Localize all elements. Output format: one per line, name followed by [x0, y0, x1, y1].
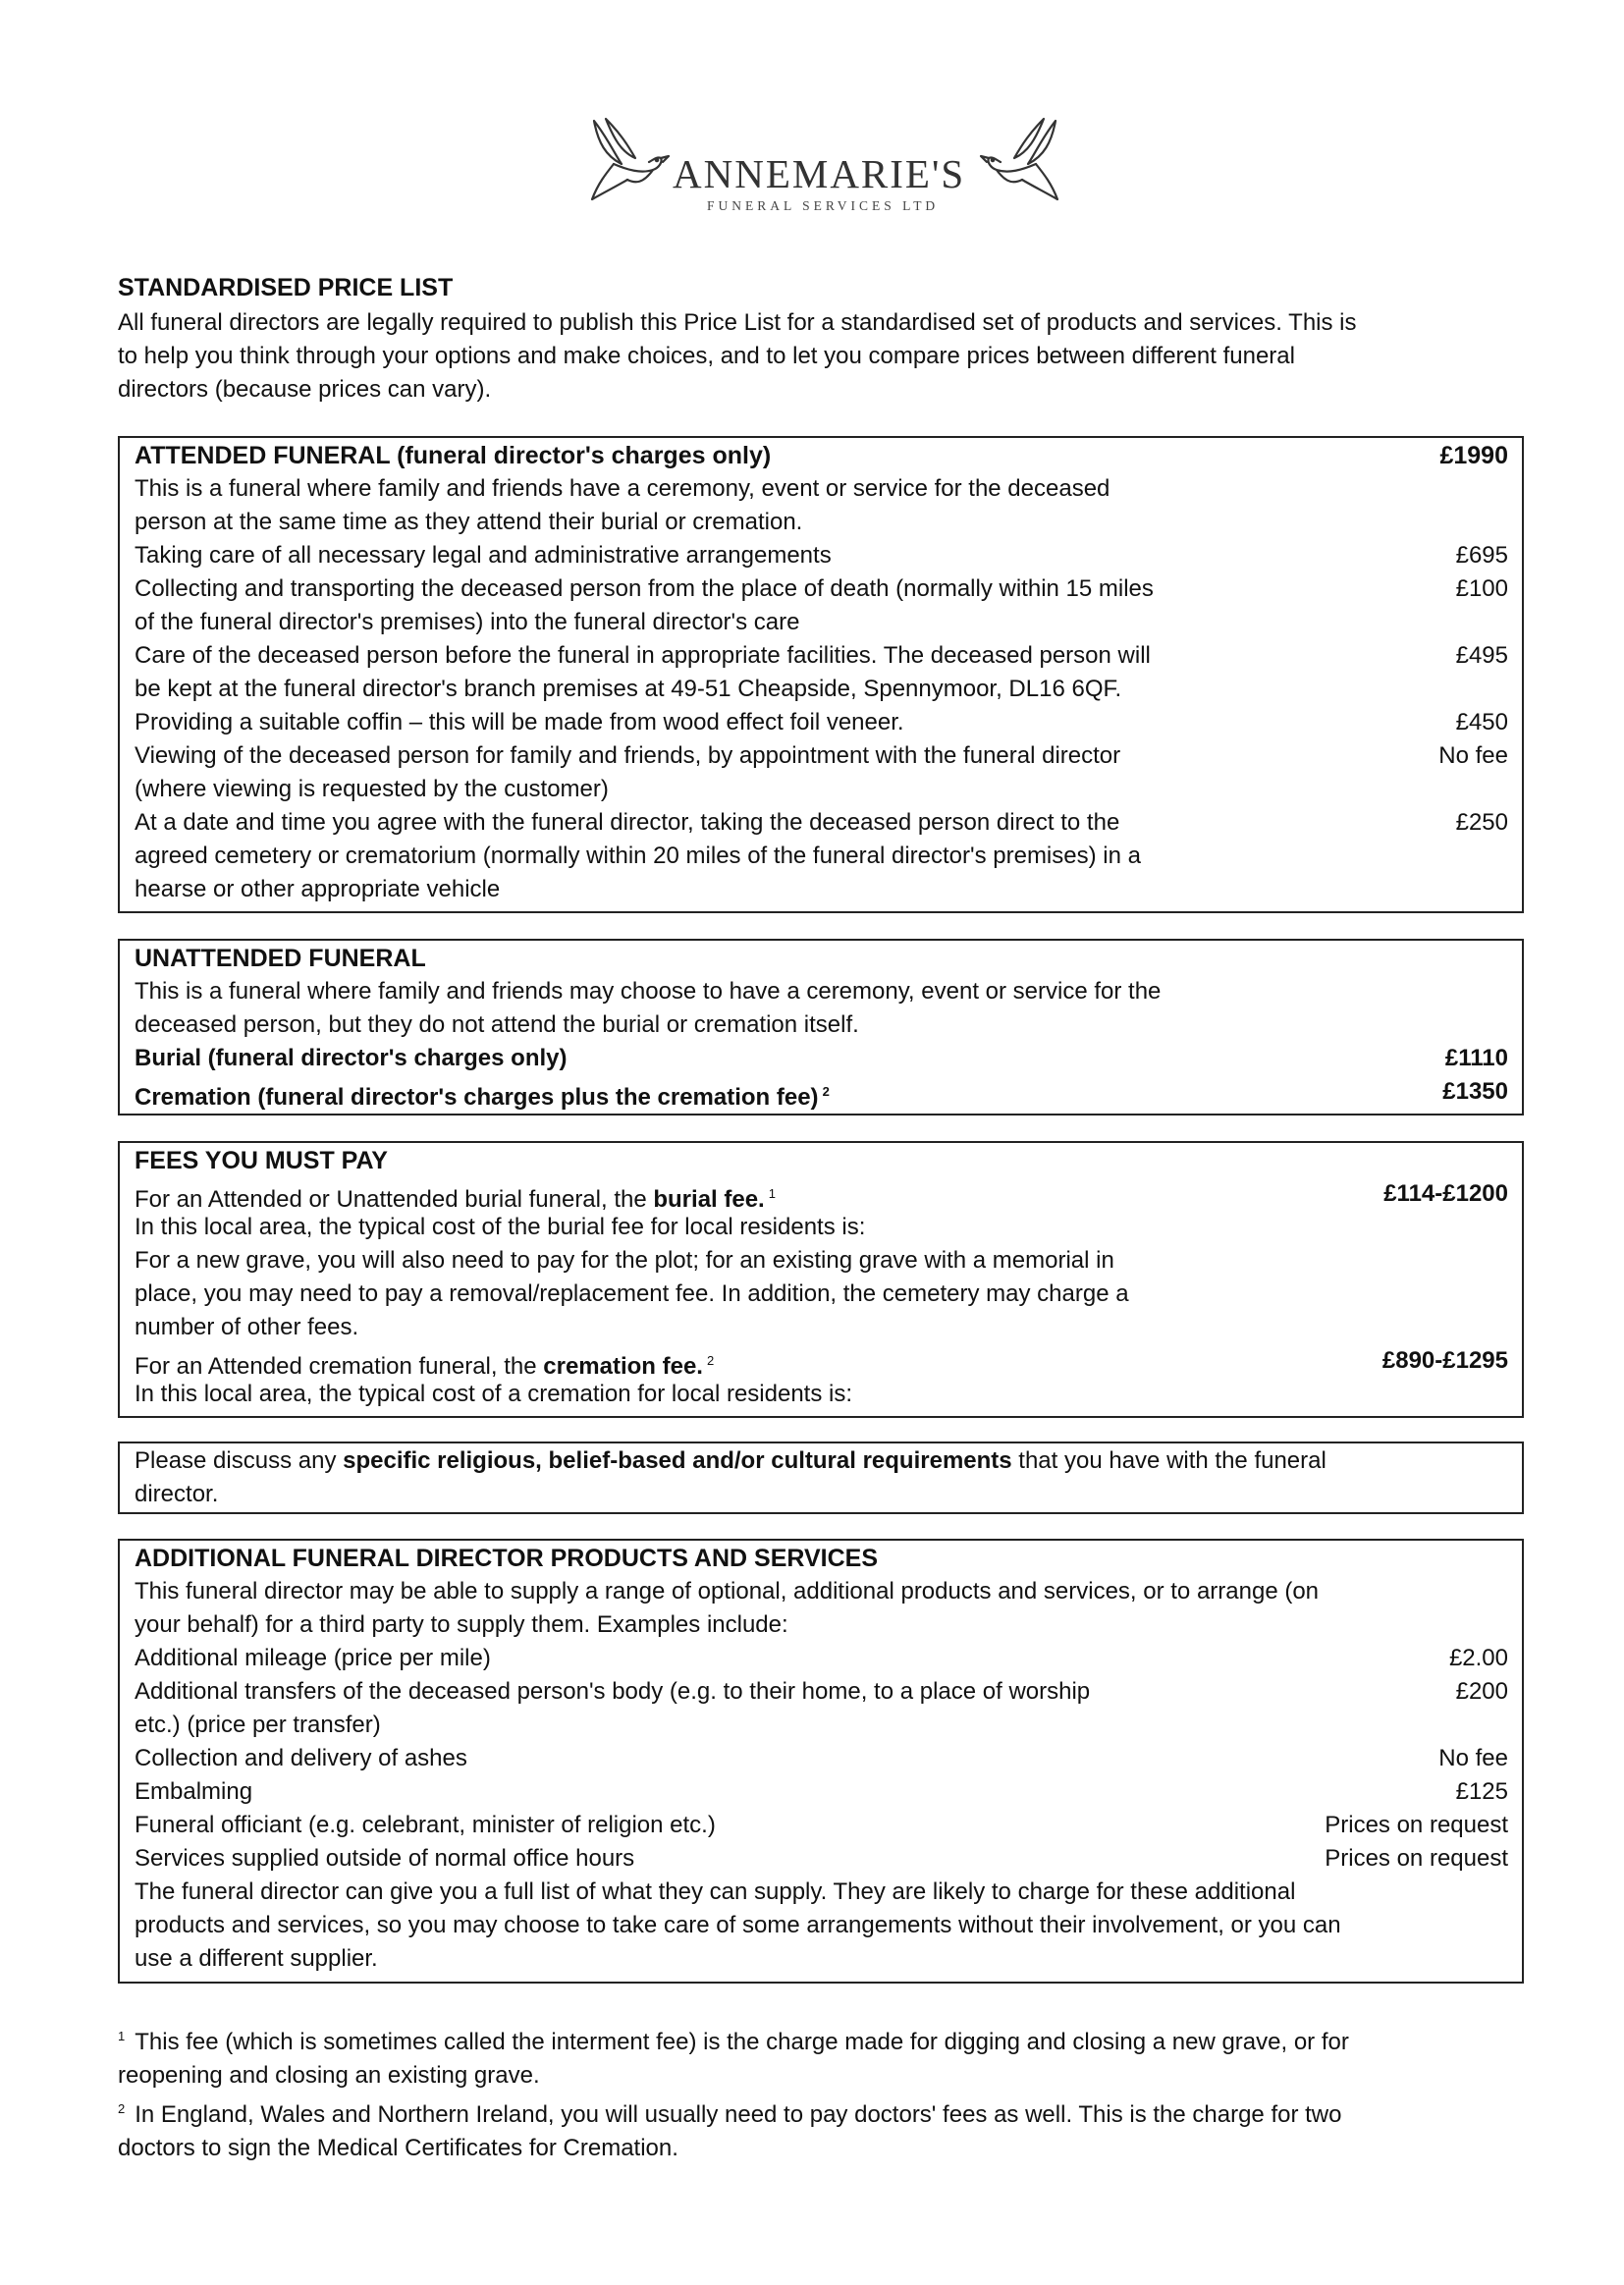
fees-text: number of other fees. [135, 1314, 359, 1340]
burial-label: Burial (funeral director's charges only) [135, 1045, 568, 1071]
price-item-label: Services supplied outside of normal office hours [135, 1845, 635, 1872]
burial-fee-term: burial fee. [653, 1186, 765, 1213]
price-item-value: Prices on request [1325, 1845, 1508, 1872]
burial-fee-price: £114-£1200 [1383, 1180, 1508, 1207]
footnote-marker: 2 [706, 1353, 715, 1368]
price-item-label: Additional mileage (price per mile) [135, 1645, 491, 1671]
note-emphasis: specific religious, belief-based and/or cultural requirements [343, 1447, 1012, 1474]
logo-subtitle: FUNERAL SERVICES LTD [707, 198, 940, 213]
cremation-fee-text: For an Attended cremation funeral, the [135, 1353, 544, 1380]
footnote-marker: 1 [118, 2029, 126, 2043]
burial-price: £1110 [1444, 1045, 1508, 1071]
page-title: STANDARDISED PRICE LIST [118, 274, 454, 301]
price-item-label: of the funeral director's premises) into the funeral director's care [135, 609, 800, 635]
footnote-text: In England, Wales and Northern Ireland, you will usually need to pay doctors' fees as well. This is the charge for two [135, 2101, 1342, 2128]
price-item-label: Care of the deceased person before the funeral in appropriate facilities. The deceased person will [135, 642, 1151, 669]
dove-icon [584, 113, 673, 221]
price-item-value: Prices on request [1325, 1812, 1508, 1838]
section-total-price: £1990 [1439, 442, 1508, 469]
price-item-value: No fee [1438, 742, 1508, 769]
intro-line: to help you think through your options and make choices, and to let you compare prices between different funeral [118, 343, 1295, 369]
fees-text: In this local area, the typical cost of the burial fee for local residents is: [135, 1214, 866, 1240]
price-item-value: £450 [1455, 709, 1508, 735]
price-item-value: £200 [1455, 1678, 1508, 1705]
closing-text: products and services, so you may choose to take care of some arrangements without their involvement, or you can [135, 1912, 1341, 1938]
price-item-label: (where viewing is requested by the customer) [135, 776, 609, 802]
cremation-fee-term: cremation fee. [543, 1353, 703, 1380]
price-item-value: £695 [1455, 542, 1508, 569]
price-item-label: Viewing of the deceased person for family and friends, by appointment with the funeral director [135, 742, 1121, 769]
burial-fee-text: For an Attended or Unattended burial funeral, the [135, 1186, 654, 1213]
dove-icon [977, 113, 1065, 221]
price-item-value: £100 [1455, 575, 1508, 602]
footnote-marker: 2 [118, 2101, 126, 2116]
price-item-label: Providing a suitable coffin – this will be made from wood effect foil veneer. [135, 709, 904, 735]
intro-line: All funeral directors are legally required to publish this Price List for a standardised set of products and services. This is [118, 309, 1357, 336]
price-item-label: At a date and time you agree with the funeral director, taking the deceased person direct to the [135, 809, 1120, 836]
fees-text: place, you may need to pay a removal/replacement fee. In addition, the cemetery may charge a [135, 1280, 1129, 1307]
footnote-marker: 1 [768, 1186, 776, 1201]
company-logo [584, 113, 1065, 221]
additional-services-section [118, 1539, 1524, 1984]
footnote-text: reopening and closing an existing grave. [118, 2062, 540, 2089]
section-heading: UNATTENDED FUNERAL [135, 945, 426, 972]
attended-funeral-section [118, 436, 1524, 913]
price-item-label: hearse or other appropriate vehicle [135, 876, 501, 902]
price-item-value: £250 [1455, 809, 1508, 836]
price-item-label: be kept at the funeral director's branch premises at 49-51 Cheapside, Spennymoor, DL16 6QF. [135, 676, 1122, 702]
note-line [135, 1444, 1326, 1478]
religious-requirements-note [118, 1442, 1524, 1514]
price-item-value: £2.00 [1448, 1645, 1508, 1671]
price-item-label: etc.) (price per transfer) [135, 1712, 381, 1738]
unattended-funeral-section [118, 939, 1524, 1115]
price-item-label: Funeral officiant (e.g. celebrant, minister of religion etc.) [135, 1812, 716, 1838]
cremation-fee-price: £890-£1295 [1381, 1347, 1508, 1374]
section-description: person at the same time as they attend their burial or cremation. [135, 509, 803, 535]
fees-text: For a new grave, you will also need to pay for the plot; for an existing grave with a memorial in [135, 1247, 1114, 1274]
fees-text: In this local area, the typical cost of a cremation for local residents is: [135, 1381, 853, 1407]
cremation-label-text: Cremation (funeral director's charges plus the cremation fee) [135, 1084, 819, 1111]
footnote-marker: 2 [822, 1084, 830, 1099]
intro-text [118, 306, 1532, 407]
footnotes [118, 2020, 1532, 2165]
note-text: that you have with the funeral [1011, 1447, 1326, 1474]
section-description: deceased person, but they do not attend the burial or cremation itself. [135, 1011, 859, 1038]
note-text: Please discuss any [135, 1447, 344, 1474]
section-description: your behalf) for a third party to supply them. Examples include: [135, 1611, 788, 1638]
price-item-value: £125 [1455, 1778, 1508, 1805]
price-item-label: Collection and delivery of ashes [135, 1745, 467, 1771]
section-description: This is a funeral where family and friends may choose to have a ceremony, event or service for the [135, 978, 1162, 1005]
price-item-label: Additional transfers of the deceased person's body (e.g. to their home, to a place of worship [135, 1678, 1091, 1705]
closing-text: The funeral director can give you a full list of what they can supply. They are likely to charge for these additional [135, 1878, 1296, 1905]
cremation-price: £1350 [1442, 1078, 1508, 1105]
footnote [118, 2093, 1532, 2132]
price-item-label: agreed cemetery or crematorium (normally within 20 miles of the funeral director's premises) in a [135, 843, 1141, 869]
section-description: This is a funeral where family and friends have a ceremony, event or service for the deceased [135, 475, 1110, 502]
note-line: director. [135, 1481, 219, 1507]
fees-section [118, 1141, 1524, 1418]
footnote [118, 2020, 1532, 2059]
section-heading: FEES YOU MUST PAY [135, 1147, 388, 1174]
section-heading: ATTENDED FUNERAL (funeral director's charges only) [135, 442, 772, 469]
section-description: This funeral director may be able to supply a range of optional, additional products and services, or to arrange (on [135, 1578, 1320, 1605]
footnote-text: This fee (which is sometimes called the interment fee) is the charge made for digging and closing a new grave, or for [135, 2029, 1349, 2055]
price-item-value: No fee [1438, 1745, 1508, 1771]
cremation-label [135, 1075, 830, 1115]
closing-text: use a different supplier. [135, 1945, 378, 1972]
footnote-text: doctors to sign the Medical Certificates for Cremation. [118, 2135, 678, 2161]
price-item-value: £495 [1455, 642, 1508, 669]
section-heading: ADDITIONAL FUNERAL DIRECTOR PRODUCTS AND SERVICES [135, 1545, 879, 1572]
logo-brand-name: ANNEMARIE'S [673, 151, 966, 196]
intro-line: directors (because prices can vary). [118, 376, 492, 403]
price-item-label: Embalming [135, 1778, 253, 1805]
price-item-label: Collecting and transporting the deceased person from the place of death (normally within 15 miles [135, 575, 1154, 602]
price-item-label: Taking care of all necessary legal and administrative arrangements [135, 542, 832, 569]
